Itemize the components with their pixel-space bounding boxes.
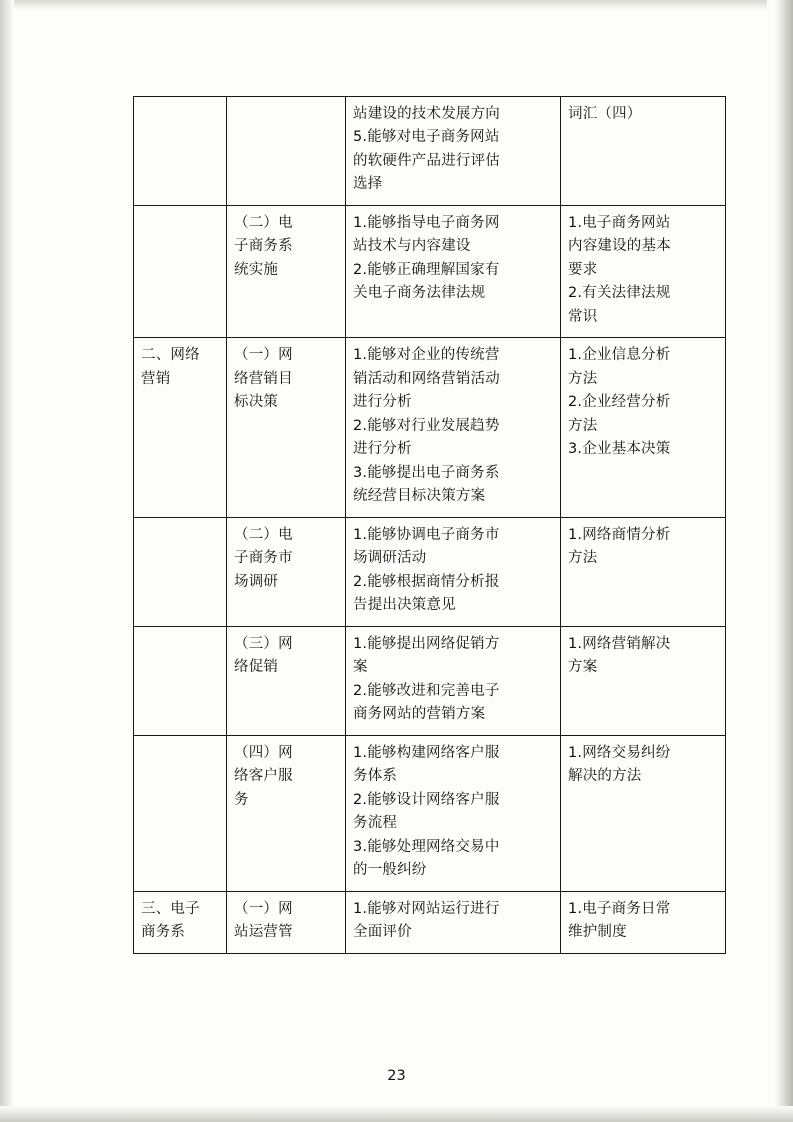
ability-cell: [346, 205, 561, 337]
knowledge-line: 解决的方法: [568, 768, 642, 785]
task-cell: [227, 97, 346, 206]
ability-line: 统经营目标决策方案: [353, 488, 486, 505]
knowledge-cell: [561, 517, 726, 626]
ability-line: 1.能够提出网络促销方: [353, 635, 500, 652]
ability-line: 2.能够改进和完善电子: [353, 682, 500, 699]
task-cell: [227, 517, 346, 626]
ability-line: 1.能够对网站运行进行: [353, 900, 500, 917]
table-body: [134, 97, 726, 954]
task-line: （二）电: [234, 214, 293, 231]
table-row: [134, 891, 726, 953]
knowledge-cell: [561, 626, 726, 735]
ability-line: 站建设的技术发展方向: [353, 106, 500, 122]
task-line: （一）网: [234, 900, 293, 917]
ability-line: 1.能够协调电子商务市: [353, 526, 500, 543]
ability-line: 5.能够对电子商务网站: [353, 129, 500, 146]
module-cell: [134, 517, 227, 626]
ability-cell: [346, 97, 561, 206]
task-line: 络促销: [234, 659, 279, 676]
knowledge-cell: [561, 205, 726, 337]
module-cell: [134, 735, 227, 891]
knowledge-line: 2.企业经营分析: [568, 394, 671, 411]
scan-edge-top: [0, 0, 793, 10]
task-line: （一）网: [234, 347, 293, 364]
task-cell: [227, 626, 346, 735]
knowledge-line: 3.企业基本决策: [568, 441, 671, 458]
ability-line: 3.能够处理网络交易中: [353, 838, 500, 855]
ability-line: 的软硬件产品进行评估: [353, 152, 500, 169]
table-row: [134, 205, 726, 337]
knowledge-line: 1.企业信息分析: [568, 347, 671, 364]
table-row: [134, 517, 726, 626]
module-cell: [134, 626, 227, 735]
knowledge-line: 2.有关法律法规: [568, 285, 671, 302]
ability-line: 的一般纠纷: [353, 862, 427, 879]
ability-cell: [346, 891, 561, 953]
module-cell: [134, 891, 227, 953]
table-row: [134, 338, 726, 517]
module-line: 三、电子: [141, 900, 200, 917]
module-line: 商务系: [141, 924, 186, 941]
knowledge-line: 内容建设的基本: [568, 238, 671, 255]
ability-line: 商务网站的营销方案: [353, 706, 486, 723]
ability-line: 站技术与内容建设: [353, 238, 471, 255]
task-cell: [227, 205, 346, 337]
ability-line: 1.能够构建网络客户服: [353, 744, 500, 761]
ability-line: 场调研活动: [353, 550, 427, 567]
knowledge-line: 方案: [568, 659, 598, 676]
ability-cell: [346, 735, 561, 891]
ability-cell: [346, 626, 561, 735]
ability-line: 进行分析: [353, 441, 412, 458]
ability-line: 2.能够设计网络客户服: [353, 791, 500, 808]
table-row: [134, 735, 726, 891]
ability-line: 务流程: [353, 815, 398, 832]
page-content: [133, 96, 671, 954]
module-cell: [134, 205, 227, 337]
knowledge-cell: [561, 735, 726, 891]
ability-line: 全面评价: [353, 924, 412, 941]
ability-line: 关电子商务法律法规: [353, 285, 486, 302]
scan-edge-bottom: [0, 1106, 793, 1122]
module-cell: [134, 97, 227, 206]
module-cell: [134, 338, 227, 517]
page-number: 23: [387, 1068, 406, 1084]
ability-line: 销活动和网络营销活动: [353, 370, 500, 387]
ability-line: 案: [353, 659, 368, 676]
ability-line: 选择: [353, 176, 383, 193]
ability-cell: [346, 517, 561, 626]
ability-line: 3.能够提出电子商务系: [353, 464, 500, 481]
task-line: 标决策: [234, 394, 279, 411]
table-row: [134, 626, 726, 735]
task-line: 站运营管: [234, 924, 293, 941]
task-cell: [227, 891, 346, 953]
ability-line: 2.能够根据商情分析报: [353, 573, 500, 590]
module-line: 二、网络: [141, 347, 200, 364]
knowledge-cell: [561, 338, 726, 517]
task-line: （三）网: [234, 635, 293, 652]
knowledge-line: 维护制度: [568, 924, 627, 941]
task-cell: [227, 338, 346, 517]
knowledge-line: 要求: [568, 261, 598, 278]
competency-table: [133, 96, 726, 954]
ability-line: 告提出决策意见: [353, 597, 456, 614]
task-line: 子商务市: [234, 550, 293, 567]
ability-line: 进行分析: [353, 394, 412, 411]
table-row: [134, 97, 726, 206]
task-line: 络客户服: [234, 768, 293, 785]
knowledge-cell: [561, 97, 726, 206]
task-line: （四）网: [234, 744, 293, 761]
task-line: 统实施: [234, 261, 279, 278]
knowledge-line: 方法: [568, 550, 598, 567]
task-line: （二）电: [234, 526, 293, 543]
knowledge-line: 1.电子商务网站: [568, 214, 671, 231]
task-line: 络营销目: [234, 370, 293, 387]
task-line: 务: [234, 791, 249, 808]
knowledge-line: 1.网络营销解决: [568, 635, 671, 652]
module-line: 营销: [141, 370, 171, 387]
scan-edge-left: [0, 0, 14, 1122]
task-line: 场调研: [234, 573, 279, 590]
knowledge-cell: [561, 891, 726, 953]
knowledge-line: 词汇（四）: [568, 106, 642, 122]
knowledge-line: 1.网络商情分析: [568, 526, 671, 543]
knowledge-line: 方法: [568, 417, 598, 434]
knowledge-line: 常识: [568, 308, 598, 325]
knowledge-line: 方法: [568, 370, 598, 387]
ability-line: 1.能够指导电子商务网: [353, 214, 500, 231]
task-cell: [227, 735, 346, 891]
task-line: 子商务系: [234, 238, 293, 255]
ability-line: 2.能够正确理解国家有: [353, 261, 500, 278]
knowledge-line: 1.电子商务日常: [568, 900, 671, 917]
ability-cell: [346, 338, 561, 517]
scan-edge-right: [767, 0, 793, 1122]
ability-line: 务体系: [353, 768, 398, 785]
ability-line: 1.能够对企业的传统营: [353, 347, 500, 364]
knowledge-line: 1.网络交易纠纷: [568, 744, 671, 761]
ability-line: 2.能够对行业发展趋势: [353, 417, 500, 434]
